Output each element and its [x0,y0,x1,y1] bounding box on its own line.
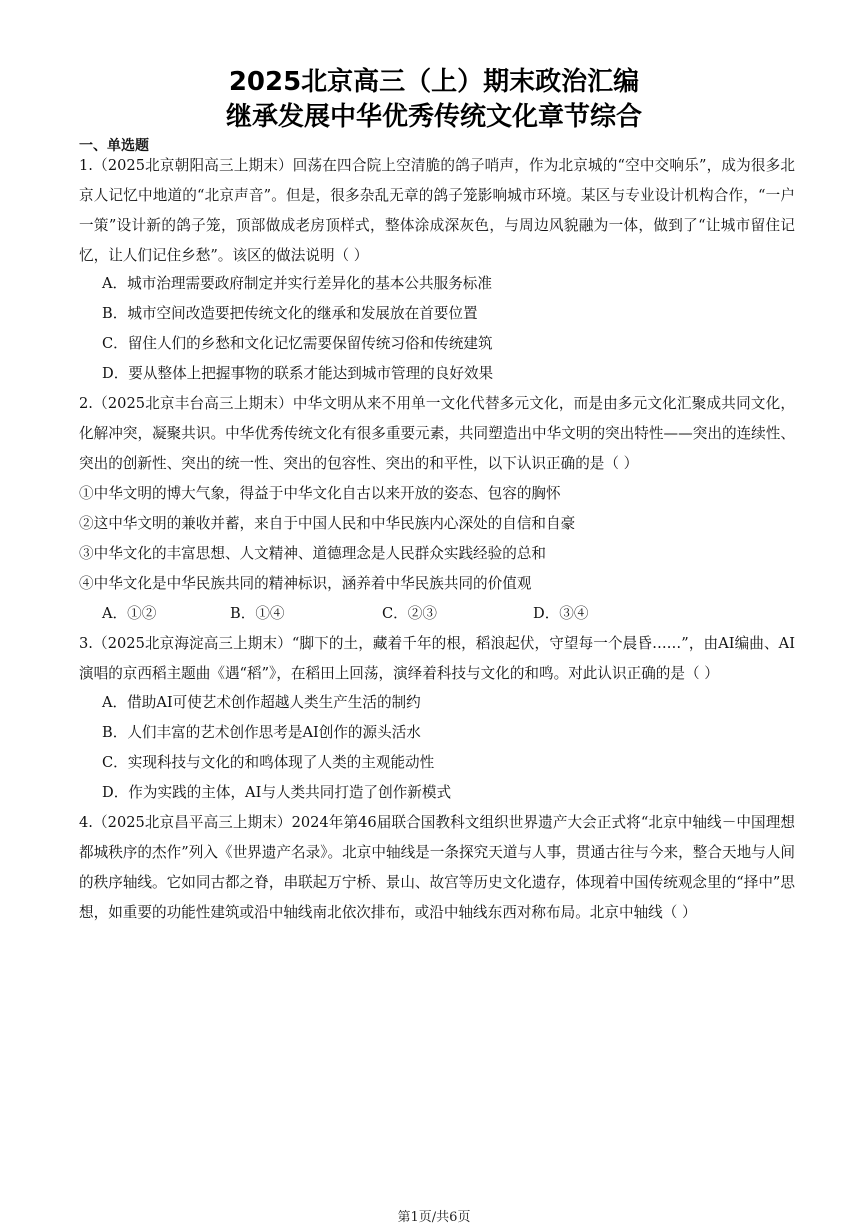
question-2-item-3: ③中华文化的丰富思想、人文精神、道德理念是人民群众实践经验的总和 [79,545,547,562]
question-3-option-c: C．实现科技与文化的和鸣体现了人类的主观能动性 [102,754,435,771]
page-number: 第1页/共6页 [397,1210,471,1225]
question-3-option-b: B．人们丰富的艺术创作思考是AI创作的源头活水 [102,724,421,741]
question-3-stem: 3.（2025北京海淀高三上期末）“脚下的土，藏着千年的根，稻浪起伏，守望每一个晨昏……”，由AI编曲、AI演唱的京西稻主题曲《遇“稻”》，在稻田上回荡，演绎着科技与文化的和鸣。对此认识正确的是（ ） [79,635,795,682]
question-2-item-2: ②这中华文明的兼收并蓄，来自于中国人民和中华民族内心深处的自信和自豪 [79,515,576,532]
question-3-option-d: D．作为实践的主体，AI与人类共同打造了创作新模式 [102,784,452,801]
question-2-option-a: A．①② [102,605,157,622]
section-heading: 一、单选题 [79,138,149,154]
question-2-option-b: B．①④ [230,605,285,622]
page-subtitle: 继承发展中华优秀传统文化章节综合 [225,102,642,132]
question-2-option-c: C．②③ [382,605,437,622]
page-title: 2025北京高三（上）期末政治汇编 [228,67,640,97]
question-1-option-b: B．城市空间改造要把传统文化的继承和发展放在首要位置 [102,305,478,322]
question-2-item-4: ④中华文化是中华民族共同的精神标识，涵养着中华民族共同的价值观 [79,575,532,592]
question-1-option-c: C．留住人们的乡愁和文化记忆需要保留传统习俗和传统建筑 [102,335,493,352]
question-3-option-a: A．借助AI可使艺术创作超越人类生产生活的制约 [102,694,421,711]
question-1-option-a: A．城市治理需要政府制定并实行差异化的基本公共服务标准 [102,275,492,292]
question-1-option-d: D．要从整体上把握事物的联系才能达到城市管理的良好效果 [102,365,494,382]
question-2-option-d: D．③④ [533,605,589,622]
question-2-item-1: ①中华文明的博大气象，得益于中华文化自古以来开放的姿态、包容的胸怀 [79,485,561,502]
question-2-stem: 2.（2025北京丰台高三上期末）中华文明从来不用单一文化代替多元文化，而是由多元文化汇聚成共同文化，化解冲突，凝聚共识。中华优秀传统文化有很多重要元素，共同塑造出中华文明的突出特性——突出的连续性、突出的创新性、突出的统一性、突出的包容性、突出的和平性，以下认识正确的是（ ） [79,395,795,472]
question-1-stem: 1.（2025北京朝阳高三上期末）回荡在四合院上空清脆的鸽子哨声，作为北京城的“空中交响乐”，成为很多北京人记忆中地道的“北京声音”。但是，很多杂乱无章的鸽子笼影响城市环境。某区与专业设计机构合作，“一户一策”设计新的鸽子笼，顶部做成老房顶样式，整体涂成深灰色，与周边风貌融为一体，做到了“让城市留住记忆，让人们记住乡愁”。该区的做法说明（ ） [79,157,795,264]
question-4-stem: 4.（2025北京昌平高三上期末）2024年第46届联合国教科文组织世界遗产大会正式将“北京中轴线－中国理想都城秩序的杰作”列入《世界遗产名录》。北京中轴线是一条探究天道与人事，贯通古往与今来，整合天地与人间的秩序轴线。它如同古都之脊，串联起万宁桥、景山、故宫等历史文化遗存，体现着中国传统观念里的“择中”思想，如重要的功能性建筑或沿中轴线南北依次排布，或沿中轴线东西对称布局。北京中轴线（ ） [79,814,795,921]
